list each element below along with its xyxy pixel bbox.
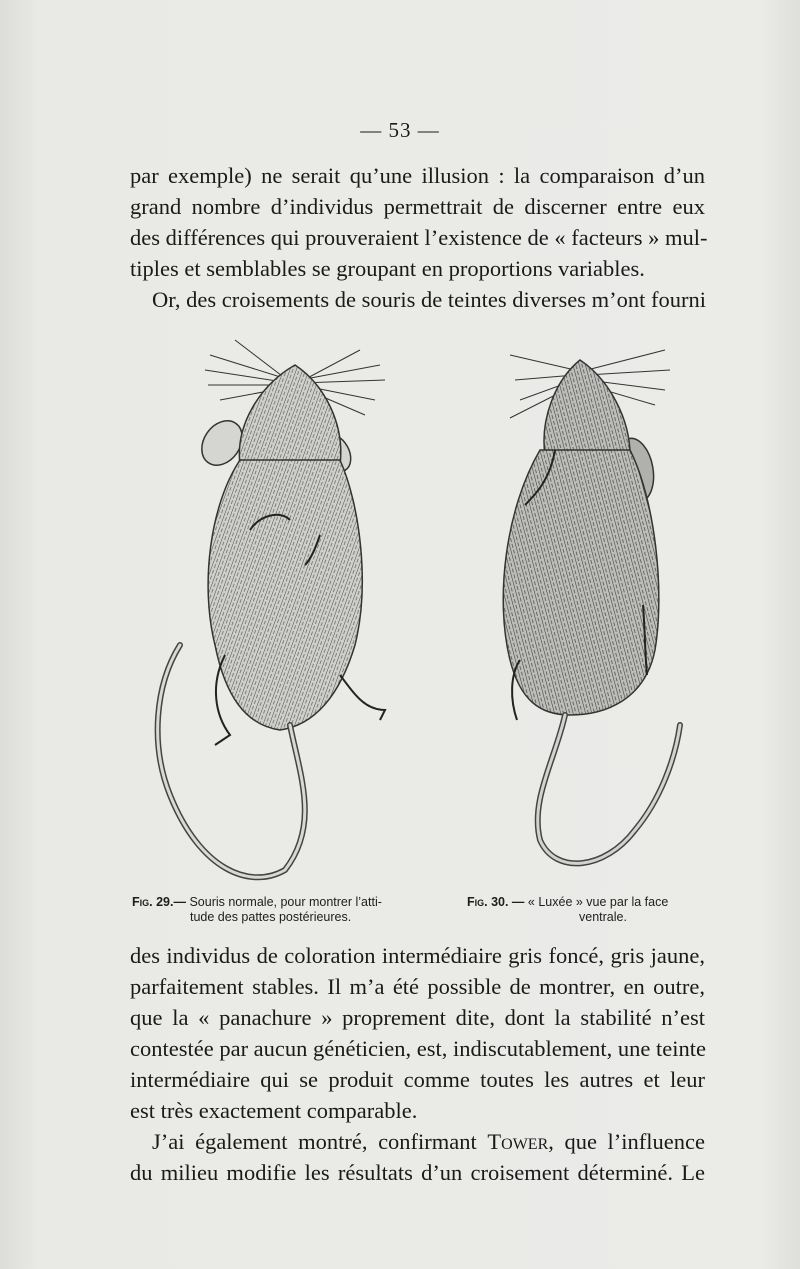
text-line: que la « panachure » proprement dite, dont la stabilité n’est	[130, 1005, 705, 1030]
figure-30-mouse-illustration	[495, 330, 695, 890]
text-line: contestée par aucun généticien, est, indiscutablement, une teinte	[130, 1036, 707, 1061]
text-line: tiples et semblables se groupant en proportions variables.	[130, 256, 645, 281]
text-line: intermédiaire qui se produit comme toutes les autres et leur	[130, 1067, 705, 1092]
figure-30-caption-text: ventrale.	[579, 910, 627, 924]
author-name: Tower	[487, 1129, 549, 1154]
text-fragment: , que l’influence	[548, 1129, 705, 1154]
figure-29-mouse-illustration	[140, 325, 400, 890]
figure-29-caption-text: Souris normale, pour montrer l’atti-	[189, 895, 382, 909]
text-line: par exemple) ne serait qu’une illusion : la comparaison d’un	[130, 163, 705, 188]
figure-30-label: Fig. 30. —	[467, 895, 525, 909]
text-line: est très exactement comparable.	[130, 1098, 418, 1123]
paragraph-top	[130, 160, 708, 315]
figure-29-caption-text: tude des pattes postérieures.	[190, 910, 352, 924]
text-line: des différences qui prouveraient l’existence de « facteurs » mul-	[130, 225, 708, 250]
text-line: des individus de coloration intermédiaire gris foncé, gris jaune,	[130, 943, 705, 968]
figure-29-label: Fig. 29.—	[132, 895, 186, 909]
text-line: grand nombre d’individus permettrait de discerner entre eux	[130, 194, 705, 219]
paragraph-bottom	[130, 940, 705, 1188]
text-line: du milieu modifie les résultats d’un croisement déterminé. Le	[130, 1160, 705, 1185]
figure-30-caption-text: « Luxée » vue par la face	[527, 895, 669, 909]
text-line	[130, 1126, 705, 1157]
page-number: — 53 —	[360, 118, 440, 142]
text-fragment: J’ai également montré, confirmant	[152, 1129, 488, 1154]
figure-29-caption	[132, 895, 432, 925]
text-line: Or, des croisements de souris de teintes diverses m’ont fourni	[152, 287, 706, 312]
figure-30-caption	[467, 895, 707, 925]
text-line: parfaitement stables. Il m’a été possible de montrer, en outre,	[130, 974, 705, 999]
